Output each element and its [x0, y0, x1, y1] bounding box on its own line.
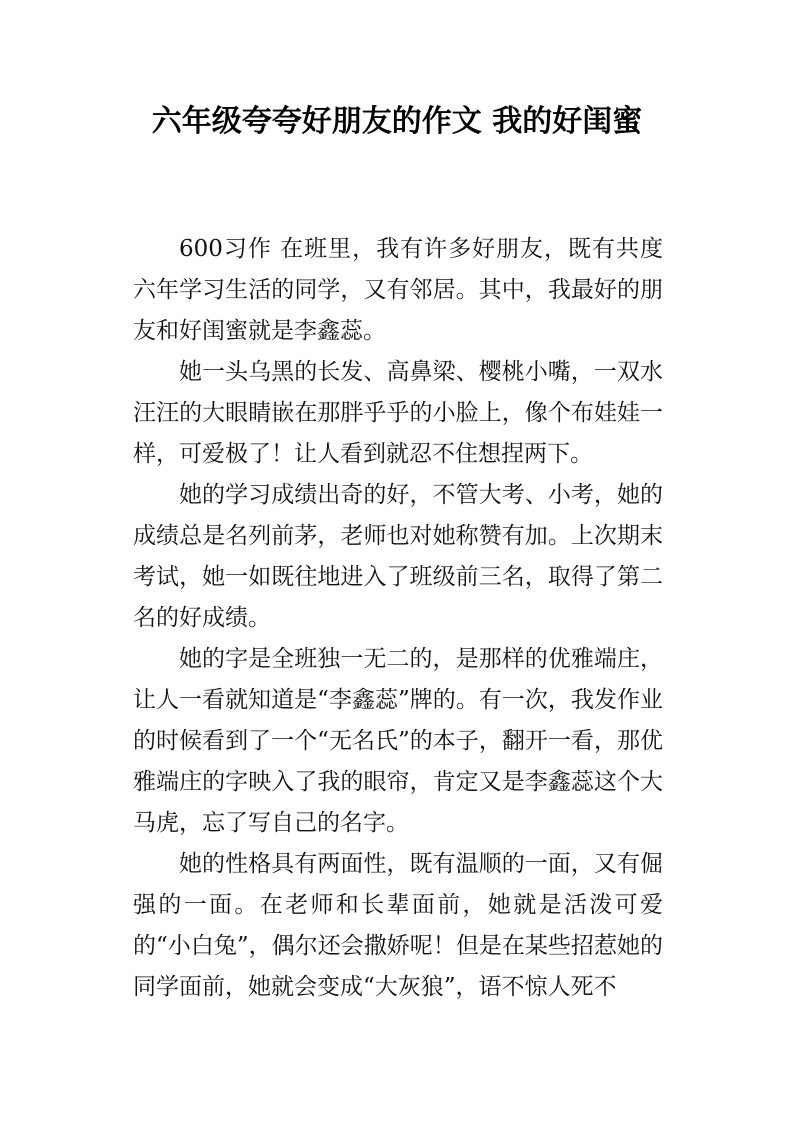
paragraph-1: 600习作 在班里，我有许多好朋友，既有共度六年学习生活的同学，又有邻居。其中，我最好的朋友和好闺蜜就是李鑫蕊。 — [133, 236, 663, 344]
paragraph-4: 她的字是全班独一无二的，是那样的优雅端庄，让人一看就知道是“李鑫蕊”牌的。有一次，我发作业的时候看到了一个“无名氏”的本子，翻开一看，那优雅端庄的字映入了我的眼帘，肯定又是李鑫蕊这个大马虎，忘了写自己的名字。 — [133, 646, 663, 836]
document-body — [133, 229, 663, 1008]
document-title: 六年级夸夸好朋友的作文 我的好闺蜜 — [151, 104, 643, 139]
paragraph-3: 她的学习成绩出奇的好，不管大考、小考，她的成绩总是名列前茅，老师也对她称赞有加。上次期末考试，她一如既往地进入了班级前三名，取得了第二名的好成绩。 — [133, 482, 663, 631]
paragraph-5: 她的性格具有两面性，既有温顺的一面，又有倔强的一面。在老师和长辈面前，她就是活泼可爱的“小白兔”，偶尔还会撒娇呢！但是在某些招惹她的同学面前，她就会变成“大灰狼”，语不惊人死不 — [133, 851, 663, 1000]
paragraph-2: 她一头乌黑的长发、高鼻梁、樱桃小嘴，一双水汪汪的大眼睛嵌在那胖乎乎的小脸上，像个布娃娃一样，可爱极了！让人看到就忍不住想捏两下。 — [133, 359, 663, 467]
